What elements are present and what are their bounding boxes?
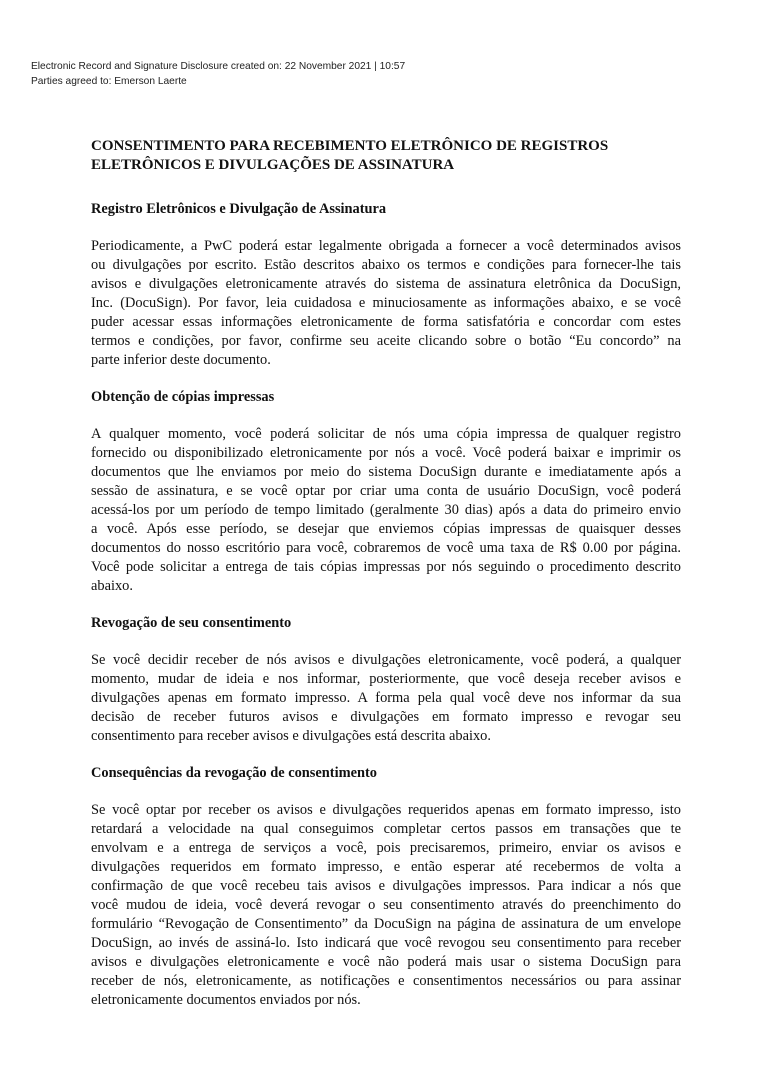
paragraph-line: divulgações requeridos em formato impresso, e então esperar até recebermos de volta a [91,859,681,875]
paragraph-line: retardará a velocidade na qual conseguimos completar certos passos em transações que te [91,821,681,837]
section-heading-revogacao: Revogação de seu consentimento [91,615,292,631]
paragraph-line: Periodicamente, a PwC poderá estar legalmente obrigada a fornecer a você determinados avisos [91,238,681,254]
paragraph-line: ou divulgações por escrito. Estão descritos abaixo os termos e condições para fornecer-lhe tais [91,257,681,273]
paragraph-line: você mudou de ideia, você deverá revogar o seu consentimento através do preenchimento do [91,897,681,913]
paragraph-line: confirmação de que você recebeu tais avisos e divulgações impressos. Para indicar a nós que [91,878,681,894]
paragraph-line: abaixo. [91,578,133,594]
paragraph-line: avisos e divulgações eletronicamente através do sistema de assinatura eletrônica da DocuSign, [91,276,681,292]
paragraph-line: eletronicamente documentos enviados por nós. [91,992,361,1008]
paragraph-line: puder acessar essas informações eletronicamente de forma satisfatória e concordar com estes [91,314,681,330]
section-paragraph-revogacao [91,651,681,746]
section-paragraph-registro-eletronicos [91,237,681,370]
paragraph-line: a você. Após esse período, se desejar que enviemos cópias impressas de quaisquer desses [91,521,681,537]
section-paragraph-consequencias [91,801,681,1010]
paragraph-line: A qualquer momento, você poderá solicitar de nós uma cópia impressa de qualquer registro [91,426,681,442]
paragraph-line: fornecido ou disponibilizado eletronicamente por nós a você. Você poderá baixar e imprimir os [91,445,681,461]
section-paragraph-obtencao-copias [91,425,681,596]
paragraph-line: sessão de assinatura, e se você optar por criar uma conta de usuário DocuSign, você poderá [91,483,681,499]
section-heading-registro-eletronicos: Registro Eletrônicos e Divulgação de Assinatura [91,201,387,217]
paragraph-line: termos e condições, por favor, confirme seu aceite clicando sobre o botão “Eu concordo” na [91,333,681,349]
paragraph-line: parte inferior deste documento. [91,352,271,368]
document-title [91,137,681,175]
paragraph-line: formulário “Revogação de Consentimento” da DocuSign na página de assinatura de um envelope [91,916,681,932]
paragraph-line: divulgações apenas em formato impresso. A forma pela qual você deve nos informar da sua [91,690,681,706]
paragraph-line: documentos do nosso escritório para você, cobraremos de você uma taxa de R$ 0.00 por página. [91,540,681,556]
created-on-line: Electronic Record and Signature Disclosure created on: 22 November 2021 | 10:57 [31,61,406,72]
paragraph-line: avisos e divulgações eletronicamente e você não poderá mais usar o sistema DocuSign para [91,954,681,970]
paragraph-line: decisão de receber futuros avisos e divulgações em formato impresso e revogar seu [91,709,681,725]
paragraph-line: DocuSign, ao invés de assiná-lo. Isto indicará que você revogou seu consentimento para receber [91,935,681,951]
paragraph-line: momento, mudar de ideia e nos informar, posteriormente, que você deseja receber avisos e [91,671,681,687]
disclosure-metadata [31,59,405,89]
paragraph-line: Se você optar por receber os avisos e divulgações requeridos apenas em formato impresso, isto [91,802,681,818]
paragraph-line: Se você decidir receber de nós avisos e divulgações eletronicamente, você poderá, a qualquer [91,652,681,668]
document-body [91,137,681,1028]
paragraph-line: acessá-los por um período de tempo limitado (geralmente 30 dias) após a data do primeiro envio [91,502,681,518]
paragraph-line: consentimento para receber avisos e divulgações está descrita abaixo. [91,728,491,744]
paragraph-line: receber de nós, eletronicamente, as notificações e consentimentos necessários ou para assinar [91,973,681,989]
section-heading-obtencao-copias: Obtenção de cópias impressas [91,389,275,405]
section-heading-consequencias: Consequências da revogação de consentimento [91,765,377,781]
document-title-line: CONSENTIMENTO PARA RECEBIMENTO ELETRÔNICO DE REGISTROS [91,138,609,154]
parties-agreed-line: Parties agreed to: Emerson Laerte [31,76,187,87]
paragraph-line: envolvam e a entrega de serviços a você, pois precisaremos, primeiro, enviar os avisos e [91,840,681,856]
paragraph-line: Você pode solicitar a entrega de tais cópias impressas por nós seguindo o procedimento descrito [91,559,681,575]
paragraph-line: Inc. (DocuSign). Por favor, leia cuidadosa e minuciosamente as informações abaixo, e se você [91,295,681,311]
paragraph-line: documentos que lhe enviamos por meio do sistema DocuSign durante e imediatamente após a [91,464,681,480]
document-title-line: ELETRÔNICOS E DIVULGAÇÕES DE ASSINATURA [91,157,455,173]
